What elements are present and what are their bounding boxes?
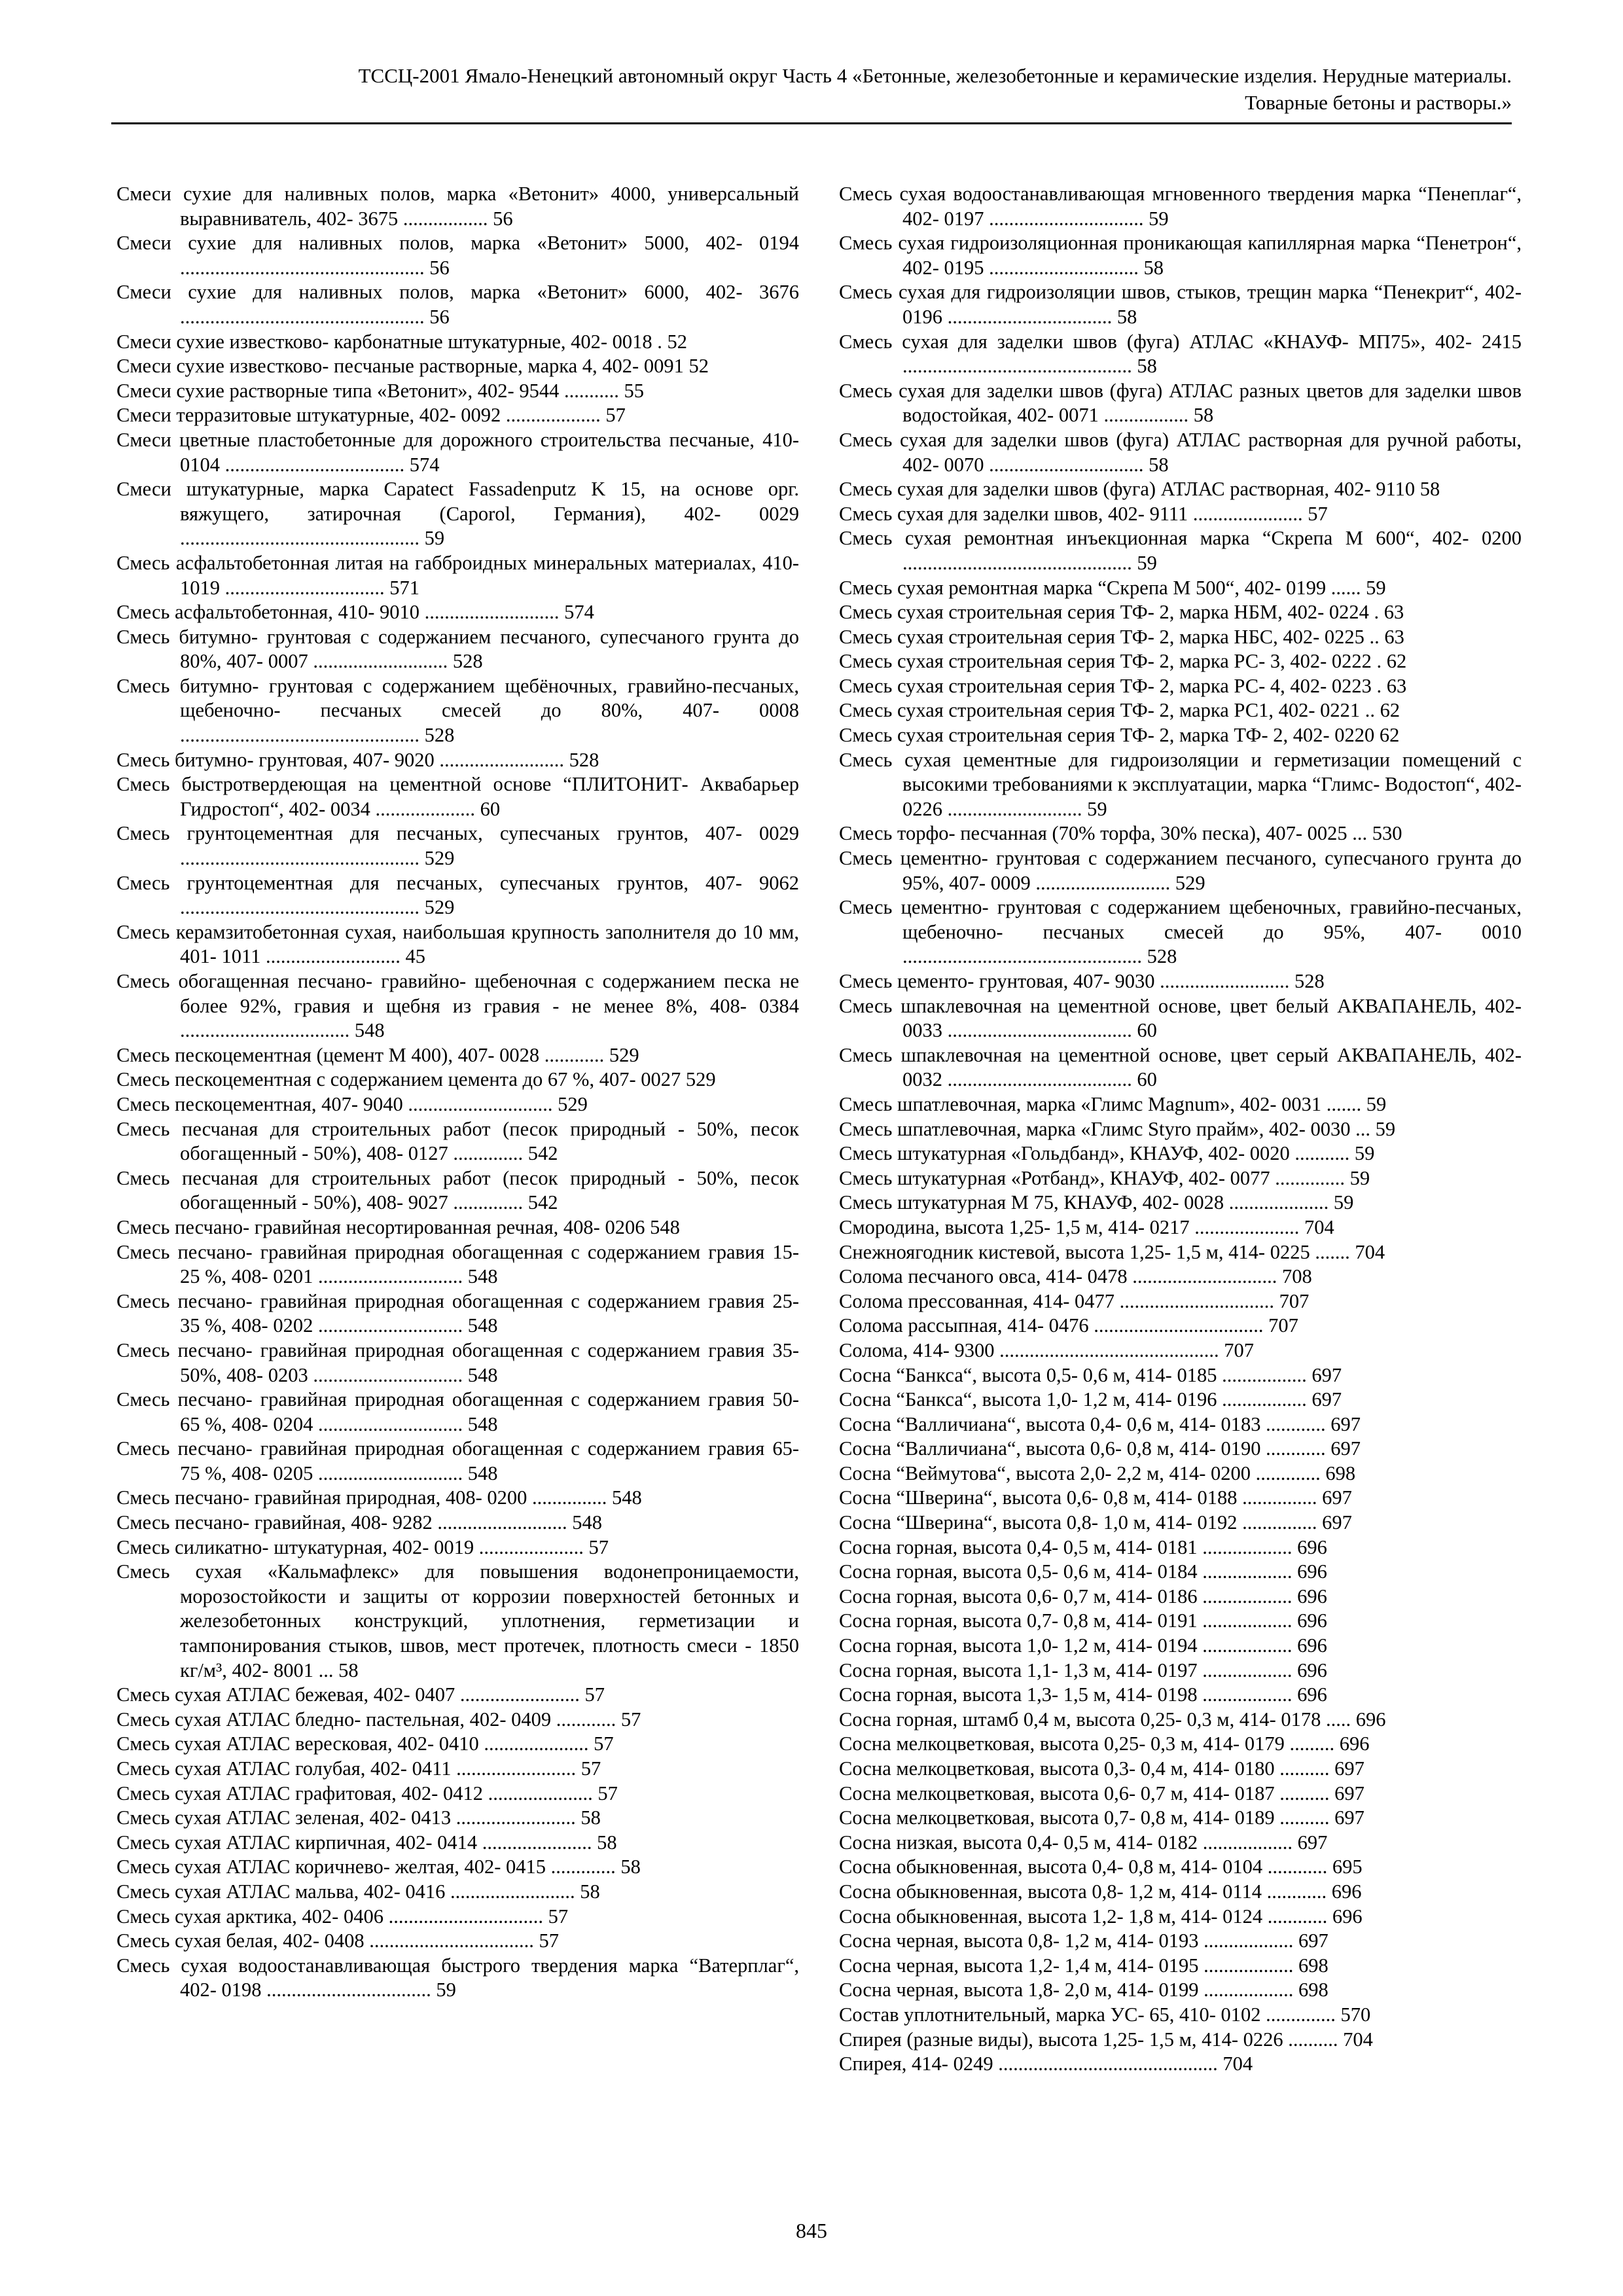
index-entry: Смесь сухая АТЛАС кирпичная, 402- 0414 ...................... 58 <box>116 1831 617 1854</box>
index-entry: Смесь быстротвердеющая на цементной основе “ПЛИТОНИТ- Аквабарьер Гидростоп“, 402- 0034 .................... 60 <box>116 773 799 820</box>
index-entry: Смесь сухая для заделки швов (фуга) АТЛАС «КНАУФ- МП75», 402- 2415 .............................................. 58 <box>839 330 1522 378</box>
index-entry: Смесь битумно- грунтовая с содержанием песчаного, супесчаного грунта до 80%, 407- 0007 ........................... 528 <box>116 625 799 673</box>
index-entry: Смесь цементо- грунтовая, 407- 9030 .......................... 528 <box>839 970 1325 992</box>
index-entry: Смесь сухая ремонтная марка “Скрепа М 500“, 402- 0199 ...... 59 <box>839 576 1386 599</box>
index-entry: Смесь сухая цементные для гидроизоляции и герметизации помещений с высокими требованиями к эксплуатации, марка “Глимс- Водостоп“, 402- 0226 ........................... 59 <box>839 748 1522 820</box>
index-entry: Смесь керамзитобетонная сухая, наибольшая крупность заполнителя до 10 мм, 401- 1011 ........................... 45 <box>116 920 799 968</box>
index-entry: Смеси сухие для наливных полов, марка «Ветонит» 5000, 402- 0194 ................................................. 56 <box>116 232 799 279</box>
index-entry: Сосна обыкновенная, высота 0,8- 1,2 м, 414- 0114 ............ 696 <box>839 1880 1362 1903</box>
index-entry: Смородина, высота 1,25- 1,5 м, 414- 0217 ..................... 704 <box>839 1215 1334 1238</box>
index-entry: Смесь грунтоцементная для песчаных, супесчаных грунтов, 407- 0029 ................................................ 529 <box>116 822 799 870</box>
index-entry: Смесь сухая строительная серия ТФ- 2, марка РС- 4, 402- 0223 . 63 <box>839 674 1407 697</box>
index-entry: Смеси сухие известково- карбонатные штукатурные, 402- 0018 . 52 <box>116 330 688 353</box>
index-entry: Сосна черная, высота 1,8- 2,0 м, 414- 0199 .................. 698 <box>839 1979 1329 2001</box>
index-entry: Смесь сухая водоостанавливающая мгновенного твердения марка “Пенеплаг“, 402- 0197 ............................... 59 <box>839 183 1522 230</box>
index-entry: Смесь песчано- гравийная, 408- 9282 .......................... 548 <box>116 1511 603 1534</box>
index-entry: Смесь сухая строительная серия ТФ- 2, марка ТФ- 2, 402- 0220 62 <box>839 724 1400 747</box>
header-line-1: ТССЦ-2001 Ямало-Ненецкий автономный округ Часть 4 «Бетонные, железобетонные и керамические изделия. Нерудные материалы. <box>358 64 1512 87</box>
index-entry: Смесь штукатурная «Гольдбанд», КНАУФ, 402- 0020 ........... 59 <box>839 1142 1375 1165</box>
index-entry: Смесь цементно- грунтовая с содержанием песчаного, супесчаного грунта до 95%, 407- 0009 ........................... 529 <box>839 847 1522 894</box>
index-entry: Смесь песчано- гравийная несортированная речная, 408- 0206 548 <box>116 1215 680 1238</box>
index-entry: Сосна черная, высота 0,8- 1,2 м, 414- 0193 .................. 697 <box>839 1929 1329 1952</box>
index-entry: Смесь сухая АТЛАС бледно- пастельная, 402- 0409 ............ 57 <box>116 1708 641 1731</box>
index-entry: Сосна горная, высота 0,4- 0,5 м, 414- 0181 .................. 696 <box>839 1535 1327 1558</box>
index-entry: Солома, 414- 9300 ............................................ 707 <box>839 1338 1254 1361</box>
index-entry: Сосна “Валличиана“, высота 0,4- 0,6 м, 414- 0183 ............ 697 <box>839 1412 1361 1435</box>
index-entry: Солома прессованная, 414- 0477 ............................... 707 <box>839 1289 1310 1312</box>
index-entry: Спирея (разные виды), высота 1,25- 1,5 м, 414- 0226 .......... 704 <box>839 2028 1373 2051</box>
index-entry: Смесь сухая «Кальмафлекс» для повышения водонепроницаемости, морозостойкости и защиты от коррозии поверхностей бетонных и железобетонных конструкций, уплотнения, герметизации и тампонирования стыков, швов, мест протечек, плотность смеси - 1850 кг/м³, 402- 8001 ... 58 <box>116 1560 799 1681</box>
index-entry: Смесь сухая для заделки швов (фуга) АТЛАС растворная, 402- 9110 58 <box>839 478 1440 501</box>
index-entry: Смесь битумно- грунтовая, 407- 9020 ......................... 528 <box>116 748 599 771</box>
index-entry: Сосна “Банкса“, высота 1,0- 1,2 м, 414- 0196 ................. 697 <box>839 1388 1342 1411</box>
index-entry: Сосна обыкновенная, высота 0,4- 0,8 м, 414- 0104 ............ 695 <box>839 1856 1363 1878</box>
index-entry: Смесь сухая для заделки швов, 402- 9111 ...................... 57 <box>839 502 1328 525</box>
index-entry: Сосна черная, высота 1,2- 1,4 м, 414- 0195 .................. 698 <box>839 1954 1329 1977</box>
index-entry: Смесь шпаклевочная на цементной основе, цвет белый АКВАПАНЕЛЬ, 402- 0033 ..................................... 60 <box>839 994 1522 1042</box>
index-entry: Смесь песчано- гравийная природная обогащенная с содержанием гравия 35- 50%, 408- 0203 .............................. 548 <box>116 1338 799 1386</box>
index-entry: Смесь песчано- гравийная природная обогащенная с содержанием гравия 50- 65 %, 408- 0204 ............................. 548 <box>116 1388 799 1435</box>
index-entry: Смеси сухие растворные типа «Ветонит», 402- 9544 ........... 55 <box>116 379 644 402</box>
index-entry: Смеси сухие известково- песчаные растворные, марка 4, 402- 0091 52 <box>116 355 709 378</box>
index-entry: Смесь сухая для заделки швов (фуга) АТЛАС разных цветов для заделки швов водостойкая, 402- 0071 ................. 58 <box>839 379 1522 427</box>
index-entry: Смеси сухие для наливных полов, марка «Ветонит» 4000, универсальный выравниватель, 402- 3675 ................. 56 <box>116 183 799 230</box>
index-entry: Сосна низкая, высота 0,4- 0,5 м, 414- 0182 .................. 697 <box>839 1831 1328 1854</box>
index-entry: Смесь штукатурная «Ротбанд», КНАУФ, 402- 0077 .............. 59 <box>839 1166 1370 1189</box>
index-entry: Смесь сухая строительная серия ТФ- 2, марка НБС, 402- 0225 .. 63 <box>839 625 1404 648</box>
index-entry: Смесь сухая АТЛАС бежевая, 402- 0407 ........................ 57 <box>116 1683 605 1706</box>
index-entry: Сосна горная, высота 0,5- 0,6 м, 414- 0184 .................. 696 <box>839 1560 1327 1583</box>
index-entry: Смесь сухая строительная серия ТФ- 2, марка РС1, 402- 0221 .. 62 <box>839 699 1400 722</box>
index-entry: Смесь асфальтобетонная литая на габброидных минеральных материалах, 410- 1019 ................................ 571 <box>116 551 799 599</box>
index-entry: Смесь сухая АТЛАС голубая, 402- 0411 ........................ 57 <box>116 1757 601 1780</box>
index-entry: Сосна горная, высота 0,7- 0,8 м, 414- 0191 .................. 696 <box>839 1609 1327 1632</box>
index-entry: Смесь цементно- грунтовая с содержанием щебеночных, гравийно-песчаных, щебеночно- песчаных смесей до 95%, 407- 0010 ................................................ 528 <box>839 896 1522 968</box>
index-entry: Смесь торфо- песчанная (70% торфа, 30% песка), 407- 0025 ... 530 <box>839 822 1402 845</box>
index-entry: Сосна “Шверина“, высота 0,8- 1,0 м, 414- 0192 ............... 697 <box>839 1511 1352 1534</box>
index-entry: Сосна мелкоцветковая, высота 0,6- 0,7 м, 414- 0187 .......... 697 <box>839 1782 1364 1804</box>
index-entry: Смесь силикатно- штукатурная, 402- 0019 ..................... 57 <box>116 1535 609 1558</box>
index-entry: Сосна обыкновенная, высота 1,2- 1,8 м, 414- 0124 ............ 696 <box>839 1905 1363 1928</box>
index-entry: Смеси терразитовые штукатурные, 402- 0092 ................... 57 <box>116 404 626 427</box>
index-entry: Смесь сухая АТЛАС вересковая, 402- 0410 ..................... 57 <box>116 1732 614 1755</box>
index-entry: Сосна горная, штамб 0,4 м, высота 0,25- 0,3 м, 414- 0178 ..... 696 <box>839 1708 1386 1731</box>
index-entry: Состав уплотнительный, марка УС- 65, 410- 0102 .............. 570 <box>839 2003 1371 2026</box>
index-entry: Смесь песчано- гравийная природная, 408- 0200 ............... 548 <box>116 1486 642 1509</box>
index-entry: Сосна горная, высота 1,3- 1,5 м, 414- 0198 .................. 696 <box>839 1683 1327 1706</box>
index-entry: Сосна мелкоцветковая, высота 0,3- 0,4 м, 414- 0180 .......... 697 <box>839 1757 1364 1780</box>
page-header <box>111 62 1512 124</box>
index-entry: Смесь пескоцементная, 407- 9040 ............................. 529 <box>116 1092 588 1115</box>
index-entry: Смесь сухая АТЛАС графитовая, 402- 0412 ..................... 57 <box>116 1782 618 1804</box>
index-entry: Смесь пескоцементная с содержанием цемента до 67 %, 407- 0027 529 <box>116 1068 716 1091</box>
index-entry: Смесь шпатлевочная, марка «Глимс Magnum», 402- 0031 ....... 59 <box>839 1092 1387 1115</box>
page-number: 845 <box>796 2219 827 2242</box>
index-entry: Сосна горная, высота 1,1- 1,3 м, 414- 0197 .................. 696 <box>839 1659 1327 1681</box>
index-entry: Смесь шпаклевочная на цементной основе, цвет серый АКВАПАНЕЛЬ, 402- 0032 ..................................... 60 <box>839 1043 1522 1091</box>
index-entry: Спирея, 414- 0249 ............................................ 704 <box>839 2053 1253 2075</box>
index-entry: Смесь асфальтобетонная, 410- 9010 ........................... 574 <box>116 601 594 624</box>
index-entry: Сосна мелкоцветковая, высота 0,25- 0,3 м, 414- 0179 ......... 696 <box>839 1732 1370 1755</box>
header-line-2: Товарные бетоны и растворы.» <box>1245 91 1512 114</box>
index-entry: Смесь сухая водоостанавливающая быстрого твердения марка “Ватерплаг“, 402- 0198 ................................. 59 <box>116 1954 799 2001</box>
index-entry: Сосна горная, высота 1,0- 1,2 м, 414- 0194 .................. 696 <box>839 1634 1327 1657</box>
index-entry: Смесь песчаная для строительных работ (песок природный - 50%, песок обогащенный - 50%), 408- 9027 .............. 542 <box>116 1166 799 1214</box>
left-index-column <box>116 182 799 2003</box>
index-entry: Смесь сухая для гидроизоляции швов, стыков, трещин марка “Пенекрит“, 402- 0196 ................................. 58 <box>839 281 1522 328</box>
index-entry: Смесь грунтоцементная для песчаных, супесчаных грунтов, 407- 9062 ................................................ 529 <box>116 871 799 919</box>
index-entry: Смесь обогащенная песчано- гравийно- щебеночная с содержанием песка не более 92%, гравия и щебня из гравия - не менее 8%, 408- 0384 .................................. 548 <box>116 970 799 1042</box>
index-entry: Смесь сухая гидроизоляционная проникающая капиллярная марка “Пенетрон“, 402- 0195 .............................. 58 <box>839 232 1522 279</box>
index-entry: Смесь песчано- гравийная природная обогащенная с содержанием гравия 25- 35 %, 408- 0202 ............................. 548 <box>116 1289 799 1337</box>
index-entry: Смесь сухая арктика, 402- 0406 ............................... 57 <box>116 1905 569 1928</box>
index-entry: Смесь сухая АТЛАС коричнево- желтая, 402- 0415 ............. 58 <box>116 1856 641 1878</box>
index-entry: Смесь шпатлевочная, марка «Глимс Styro прайм», 402- 0030 ... 59 <box>839 1117 1396 1140</box>
index-entry: Смеси сухие для наливных полов, марка «Ветонит» 6000, 402- 3676 ................................................. 56 <box>116 281 799 328</box>
right-index-column <box>839 182 1522 2077</box>
index-entry: Солома песчаного овса, 414- 0478 ............................. 708 <box>839 1265 1312 1288</box>
index-entry: Смесь пескоцементная (цемент М 400), 407- 0028 ............ 529 <box>116 1043 639 1066</box>
index-entry: Сосна горная, высота 0,6- 0,7 м, 414- 0186 .................. 696 <box>839 1585 1327 1607</box>
index-entry: Смесь песчано- гравийная природная обогащенная с содержанием гравия 65- 75 %, 408- 0205 ............................. 548 <box>116 1437 799 1484</box>
index-entry: Солома рассыпная, 414- 0476 .................................. 707 <box>839 1314 1298 1337</box>
index-entry: Снежноягодник кистевой, высота 1,25- 1,5 м, 414- 0225 ....... 704 <box>839 1240 1385 1263</box>
index-entry: Смесь сухая АТЛАС мальва, 402- 0416 ......................... 58 <box>116 1880 600 1903</box>
index-entry: Сосна “Веймутова“, высота 2,0- 2,2 м, 414- 0200 ............. 698 <box>839 1462 1356 1484</box>
index-entry: Смеси цветные пластобетонные для дорожного строительства песчаные, 410- 0104 .................................... 574 <box>116 428 799 476</box>
index-entry: Смесь сухая строительная серия ТФ- 2, марка РС- 3, 402- 0222 . 62 <box>839 650 1407 673</box>
index-entry: Смесь песчано- гравийная природная обогащенная с содержанием гравия 15- 25 %, 408- 0201 ............................. 548 <box>116 1240 799 1288</box>
index-entry: Смесь битумно- грунтовая с содержанием щебёночных, гравийно-песчаных, щебеночно- песчаных смесей до 80%, 407- 0008 ................................................ 528 <box>116 674 799 747</box>
index-entry: Сосна “Банкса“, высота 0,5- 0,6 м, 414- 0185 ................. 697 <box>839 1363 1342 1386</box>
index-entry: Смесь сухая белая, 402- 0408 ................................. 57 <box>116 1929 560 1952</box>
index-entry: Сосна мелкоцветковая, высота 0,7- 0,8 м, 414- 0189 .......... 697 <box>839 1806 1364 1829</box>
index-entry: Смесь сухая строительная серия ТФ- 2, марка НБМ, 402- 0224 . 63 <box>839 601 1404 624</box>
index-entry: Смесь сухая АТЛАС зеленая, 402- 0413 ........................ 58 <box>116 1806 601 1829</box>
index-entry: Сосна “Валличиана“, высота 0,6- 0,8 м, 414- 0190 ............ 697 <box>839 1437 1361 1460</box>
index-entry: Сосна “Шверина“, высота 0,6- 0,8 м, 414- 0188 ............... 697 <box>839 1486 1352 1509</box>
index-entry: Смесь сухая для заделки швов (фуга) АТЛАС растворная для ручной работы, 402- 0070 ............................... 58 <box>839 428 1522 476</box>
index-entry: Смесь штукатурная М 75, КНАУФ, 402- 0028 .................... 59 <box>839 1191 1354 1214</box>
index-entry: Смеси штукатурные, марка Capatect Fassadenputz K 15, на основе орг. вяжущего, затирочная (Caporol, Германия), 402- 0029 ................................................ 59 <box>116 478 799 550</box>
index-entry: Смесь песчаная для строительных работ (песок природный - 50%, песок обогащенный - 50%), 408- 0127 .............. 542 <box>116 1117 799 1165</box>
index-entry: Смесь сухая ремонтная инъекционная марка “Скрепа М 600“, 402- 0200 .............................................. 59 <box>839 527 1522 574</box>
